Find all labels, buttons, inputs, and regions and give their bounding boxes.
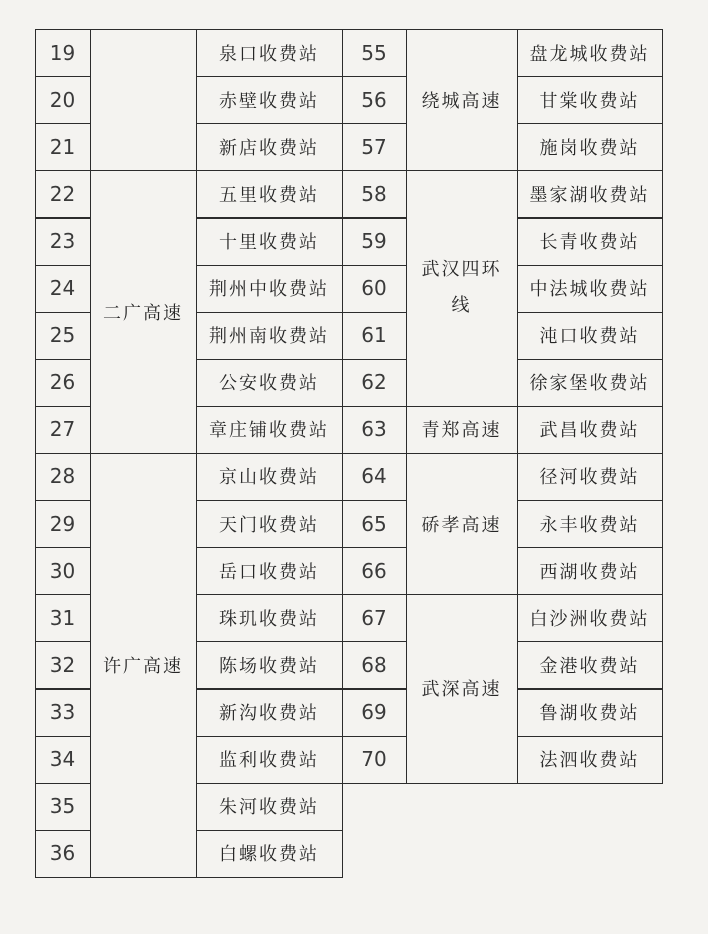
toll-station-name: 朱河收费站 [219, 797, 319, 819]
toll-station-name: 京山收费站 [219, 467, 319, 489]
toll-station-name: 五里收费站 [219, 184, 319, 206]
row-divider [196, 265, 342, 266]
toll-station-name: 章庄铺收费站 [209, 420, 329, 442]
row-number: 29 [49, 511, 76, 536]
row-divider [35, 170, 90, 171]
row-number: 36 [49, 841, 76, 866]
row-divider [517, 688, 662, 689]
toll-station-name: 墨家湖收费站 [529, 184, 650, 206]
row-divider [517, 500, 662, 501]
toll-station-name: 岳口收费站 [219, 561, 319, 583]
group-divider [406, 594, 517, 595]
row-divider [517, 547, 662, 548]
row-divider [35, 406, 90, 407]
row-divider [196, 217, 342, 218]
row-number: 25 [49, 323, 76, 348]
highway-name: 青郑高速 [421, 420, 502, 442]
toll-station-name: 泉口收费站 [219, 43, 319, 65]
column-border [517, 29, 518, 784]
toll-station-name: 新店收费站 [219, 137, 319, 159]
toll-station-name: 施岗收费站 [539, 137, 640, 159]
highway-name: 绕城高速 [421, 90, 502, 112]
toll-station-name: 珠玑收费站 [219, 608, 319, 630]
group-divider [406, 29, 517, 30]
row-divider [35, 312, 90, 313]
toll-station-name: 武昌收费站 [539, 420, 640, 442]
column-border [35, 29, 36, 878]
row-divider [342, 359, 406, 360]
row-divider [196, 170, 342, 171]
row-divider [342, 688, 406, 689]
row-number: 27 [49, 417, 76, 442]
row-divider [517, 406, 662, 407]
toll-station-name: 赤壁收费站 [219, 90, 319, 112]
row-divider [196, 123, 342, 124]
row-number: 60 [361, 276, 387, 301]
row-number: 58 [361, 181, 387, 206]
row-number: 63 [361, 417, 387, 442]
row-number: 34 [49, 747, 76, 772]
column-border [342, 29, 343, 784]
toll-station-name: 徐家堡收费站 [529, 373, 650, 395]
highway-name: 许广高速 [103, 655, 183, 677]
row-divider [517, 29, 662, 30]
row-number: 28 [49, 464, 76, 489]
toll-station-name: 中法城收费站 [529, 279, 650, 301]
row-divider [342, 547, 406, 548]
row-divider [517, 453, 662, 454]
row-number: 23 [49, 228, 76, 253]
row-number: 61 [361, 323, 387, 348]
row-divider [35, 641, 90, 642]
group-divider [90, 170, 196, 171]
group-divider [90, 453, 196, 454]
row-divider [342, 76, 406, 77]
row-number: 68 [361, 652, 387, 677]
row-divider [517, 217, 662, 218]
row-number: 21 [49, 134, 76, 159]
row-number: 70 [361, 747, 387, 772]
row-number: 64 [361, 464, 387, 489]
row-divider [35, 594, 90, 595]
row-divider [342, 641, 406, 642]
row-divider [342, 312, 406, 313]
row-divider [196, 547, 342, 548]
table-bottom-border [342, 783, 662, 784]
row-divider [196, 783, 342, 784]
row-number: 69 [361, 699, 387, 724]
highway-name: 二广高速 [103, 302, 183, 324]
row-divider [342, 217, 406, 218]
toll-station-name: 盘龙城收费站 [529, 43, 650, 65]
row-number: 24 [49, 276, 76, 301]
column-border [196, 29, 197, 878]
highway-name [90, 29, 196, 170]
toll-station-name: 荆州中收费站 [209, 279, 329, 301]
row-divider [196, 453, 342, 454]
row-divider [196, 641, 342, 642]
row-divider [35, 500, 90, 501]
row-divider [196, 29, 342, 30]
row-divider [35, 830, 90, 831]
toll-station-name: 陈场收费站 [219, 655, 319, 677]
row-divider [342, 453, 406, 454]
row-divider [517, 123, 662, 124]
row-divider [517, 736, 662, 737]
column-border [90, 29, 91, 878]
row-number: 66 [361, 558, 387, 583]
toll-station-name: 甘棠收费站 [539, 90, 640, 112]
row-divider [35, 76, 90, 77]
group-divider [406, 453, 517, 454]
row-divider [517, 641, 662, 642]
row-number: 56 [361, 87, 387, 112]
row-number: 30 [49, 558, 76, 583]
row-divider [196, 312, 342, 313]
row-divider [35, 453, 90, 454]
row-divider [196, 688, 342, 689]
toll-station-name: 公安收费站 [219, 373, 319, 395]
row-number: 62 [361, 370, 387, 395]
toll-station-name: 白螺收费站 [219, 844, 319, 866]
row-divider [517, 359, 662, 360]
toll-station-name: 新沟收费站 [219, 702, 319, 724]
column-border [662, 29, 663, 784]
row-divider [196, 830, 342, 831]
row-divider [342, 29, 406, 30]
row-number: 57 [361, 134, 387, 159]
toll-station-name: 永丰收费站 [539, 514, 640, 536]
toll-station-name: 十里收费站 [219, 231, 319, 253]
row-divider [342, 406, 406, 407]
row-divider [517, 170, 662, 171]
group-divider [406, 170, 517, 171]
highway-name: 硚孝高速 [421, 514, 502, 536]
row-divider [35, 688, 90, 689]
row-divider [342, 123, 406, 124]
row-number: 67 [361, 605, 387, 630]
toll-station-name: 监利收费站 [219, 750, 319, 772]
row-divider [517, 76, 662, 77]
toll-station-name: 荆州南收费站 [209, 326, 329, 348]
row-divider [35, 265, 90, 266]
row-divider [342, 265, 406, 266]
row-divider [342, 170, 406, 171]
row-divider [196, 359, 342, 360]
row-divider [342, 594, 406, 595]
row-number: 65 [361, 511, 387, 536]
row-divider [196, 594, 342, 595]
toll-station-name: 鲁湖收费站 [539, 702, 640, 724]
row-number: 20 [49, 87, 76, 112]
toll-station-name: 天门收费站 [219, 514, 319, 536]
toll-station-name: 金港收费站 [539, 655, 640, 677]
row-divider [35, 217, 90, 218]
row-divider [342, 736, 406, 737]
row-divider [196, 406, 342, 407]
toll-station-name: 法泗收费站 [539, 750, 640, 772]
row-divider [517, 312, 662, 313]
row-divider [35, 736, 90, 737]
row-divider [35, 29, 90, 30]
highway-name: 武汉四环线 [421, 259, 502, 317]
toll-station-name: 沌口收费站 [539, 326, 640, 348]
column-border [406, 29, 407, 784]
group-divider [90, 29, 196, 30]
row-divider [342, 500, 406, 501]
row-number: 55 [361, 40, 387, 65]
toll-station-name: 径河收费站 [539, 467, 640, 489]
row-number: 35 [49, 794, 76, 819]
row-divider [35, 783, 90, 784]
row-divider [196, 736, 342, 737]
group-divider [406, 406, 517, 407]
row-divider [35, 359, 90, 360]
row-divider [517, 265, 662, 266]
row-number: 33 [49, 699, 76, 724]
row-divider [517, 594, 662, 595]
row-number: 26 [49, 370, 76, 395]
row-divider [196, 500, 342, 501]
table-bottom-border [35, 877, 342, 878]
row-number: 22 [49, 181, 76, 206]
row-divider [196, 76, 342, 77]
row-divider [35, 123, 90, 124]
row-divider [35, 547, 90, 548]
toll-station-name: 白沙洲收费站 [529, 608, 650, 630]
toll-station-name: 西湖收费站 [539, 561, 640, 583]
toll-station-name: 长青收费站 [539, 231, 640, 253]
row-number: 31 [49, 605, 76, 630]
highway-name: 武深高速 [421, 679, 502, 701]
row-number: 59 [361, 228, 387, 253]
row-number: 32 [49, 652, 76, 677]
row-number: 19 [49, 40, 76, 65]
